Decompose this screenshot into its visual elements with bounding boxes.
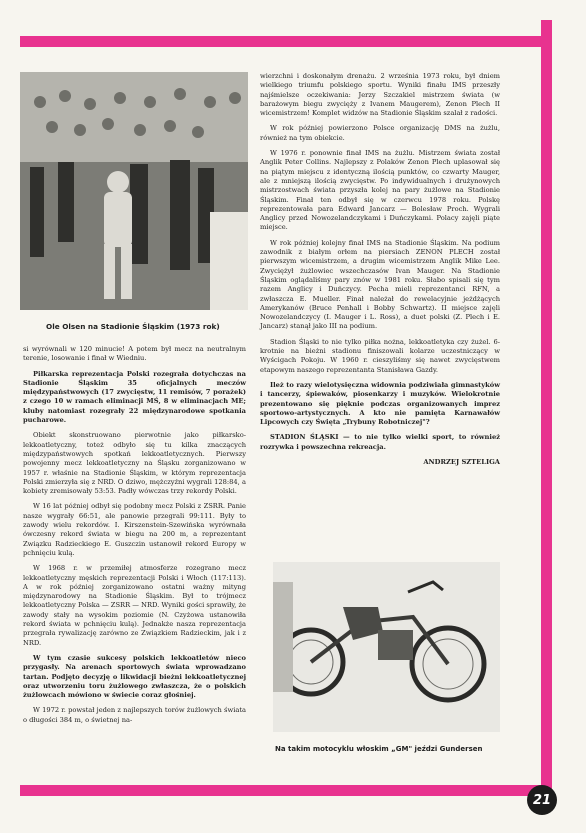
left-paragraph-5: W 1968 r. w przemiłej atmosferze rozegrano mecz lekkoatletyczny męskich reprezentacji Polski i Włoch (117:113). A w rok później zorganizowano ostatni ważny mityng międzynarodowy na Stadionie Śląskim. Był to trójmecz lekkoatletyczny Polska — ZSRR — NRD. Wyniki gości sprawiły, że zawody stały na wysokim poziomie (N. Czyżowa ustanowiła rekord świata w pchnięciu kulą). Jednakże nasza reprezentacja przegrała rywalizację zarówno ze Związkiem Radzieckim, jak i z NRD. xyxy=(23,564,246,647)
photo-gm-motorcycle xyxy=(273,562,500,732)
left-paragraph-4: W 16 lat później odbył się podobny mecz Polski z ZSRR. Panie nasze wygrały 66:51, ale panowie przegrali 99:111. Były to zawody wielu rekordów. I. Kirszenstein-Szewińska wyrównała ówczesny rekord świata w biegu na 200 m, a reprezentant Związku Radzieckiego E. Guszczin ustanowił rekord Europy w pchnięciu kulą. xyxy=(23,502,246,557)
right-paragraph-2: W rok później powierzono Polsce organizację DMS na żużlu, również na tym obiekcie. xyxy=(260,124,500,142)
photo1-caption: Ole Olsen na Stadionie Śląskim (1973 rok) xyxy=(46,322,220,331)
left-paragraph-1: si wyrównali w 120 minucie! A potem był mecz na neutralnym terenie, losowanie i finał w Wiedniu. xyxy=(23,345,246,363)
pink-border-bottom xyxy=(20,785,552,796)
left-paragraph-6: W tym czasie sukcesy polskich lekkoatletów nieco przygasły. Na arenach sportowych świata wprowadzano tartan. Podjęto decyzję o likwidacji bieżni lekkoatletycznej oraz utworzeniu toru żużlowego zwłaszcza, że o polskich żużlowcach mówiono w świecie coraz głośniej. xyxy=(23,653,246,700)
photo-ole-olsen xyxy=(20,72,248,310)
photo2-caption: Na takim motocyklu włoskim „GM" jeździ Gundersen xyxy=(275,745,483,753)
pink-border-top xyxy=(20,36,552,47)
pink-border-right xyxy=(541,20,552,800)
right-paragraph-4: W rok później kolejny finał IMS na Stadionie Śląskim. Na podium zawodnik z białym orłem na piersiach ZENON PLECH został pierwszym wicemistrzem, a drugim wicemistrzem Anglik Mike Lee. Zwyciężył żużlowiec wszechczasów Ivan Mauger. Na Stadionie Śląskim oglądaliśmy pary znów w 1981 roku. Słabo spisali się tym razem Anglicy i Duńczycy. Pecha mieli reprezentanci RFN, a zwłaszcza E. Mueller. Finał należał do rewelacyjnie jeżdżących Amerykanów (Bruce Penhall i Bobby Schwartz). II miejsce zajęli Nowozelandczycy (I. Mauger i L. Ross), a duet polski (Z. Plech i E. Jancarz) stanął jako III na podium. xyxy=(260,238,500,331)
right-paragraph-5: Stadion Śląski to nie tylko piłka nożna, lekkoatletyka czy żużel. 6-krotnie na bieżni stadionu finiszowali kolarze uczestniczący w Wyścigach Pokoju. W 1960 r. cieszyliśmy się nawet zwycięstwem etapowym naszego reprezentanta Stanisława Gazdy. xyxy=(260,337,500,374)
author-name: ANDRZEJ SZTELIGA xyxy=(423,457,500,466)
page-number: 21 xyxy=(527,785,557,815)
right-paragraph-1: wierzchni i doskonałym drenażu. 2 września 1973 roku, był dniem wielkiego triumfu polskiego sportu. Wyniki finału IMS przeszły najśmielsze oczekiwania: Jerzy Szczakiel mistrzem świata (w barażowym biegu zwycięży z Ivanem Maugerem), Zenon Plech II wicemistrzem! Komplet widzów na Stadionie Śląskim szalał z radości. xyxy=(260,72,500,118)
right-paragraph-3: W 1976 r. ponownie finał IMS na żużlu. Mistrzem świata został Anglik Peter Collins. Najlepszy z Polaków Zenon Plech uplasował się na piątym miejscu z identyczną ilością punktów, co czwarty Mauger, ale z mniejszą ilością zwycięstw. Po indywidualnych i drużynowych mistrzostwach świata przyszła kolej na pary żużlowe na Stadionie Śląskim. Finał ten odbył się w czerwcu 1978 roku. Polskę reprezentowała para Edward Jancarz — Bolesław Proch. Wygrali Anglicy przed Nowozelandczykami i Duńczykami. Polacy zajęli piąte miejsce. xyxy=(260,149,500,232)
right-paragraph-6: Ileż to razy wielotysięczna widownia podziwiała gimnastyków i tancerzy, śpiewaków, piosenkarzy i muzyków. Wielokrotnie prezentowano się pięknie podczas organizowanych imprez sportowo-artystycznych. A kto nie pamięta Karnawałów Lipcowych czy Święta „Trybuny Robotniczej"? xyxy=(260,380,500,427)
left-paragraph-3: Obiekt skonstruowano pierwotnie jako piłkarsko-lekkoatletyczny, toteż odbyło się tu kilka znaczących międzypaństwowych spotkań lekkoatletycznych. Pierwszy powojenny mecz lekkoatletyczny na Śląsku zorganizowano w 1957 r. właśnie na Stadionie Śląskim, w którym reprezentacja Polski zmierzyła się z NRD. O dziwo, mężczyźni wygrali 128:84, a kobiety zremisowały 53:53. Padły wówczas trzy rekordy Polski. xyxy=(23,431,246,496)
left-paragraph-7: W 1972 r. powstał jeden z najlepszych torów żużlowych świata o długości 384 m, o świetnej na- xyxy=(23,706,246,724)
left-paragraph-2: Piłkarska reprezentacja Polski rozegrała dotychczas na Stadionie Śląskim 35 oficjalnych meczów międzypaństwowych (17 zwycięstw, 11 remisów, 7 porażek) z czego 10 w ramach eliminacji MŚ, 8 w eliminacjach ME; kluby natomiast rozegrały 22 międzynarodowe spotkania pucharowe. xyxy=(23,369,246,425)
right-column xyxy=(260,72,500,467)
right-paragraph-7: STADION ŚLĄSKI — to nie tylko wielki sport, to również rozrywka i powszechna rekreacja. xyxy=(260,433,500,451)
left-column xyxy=(23,345,246,731)
